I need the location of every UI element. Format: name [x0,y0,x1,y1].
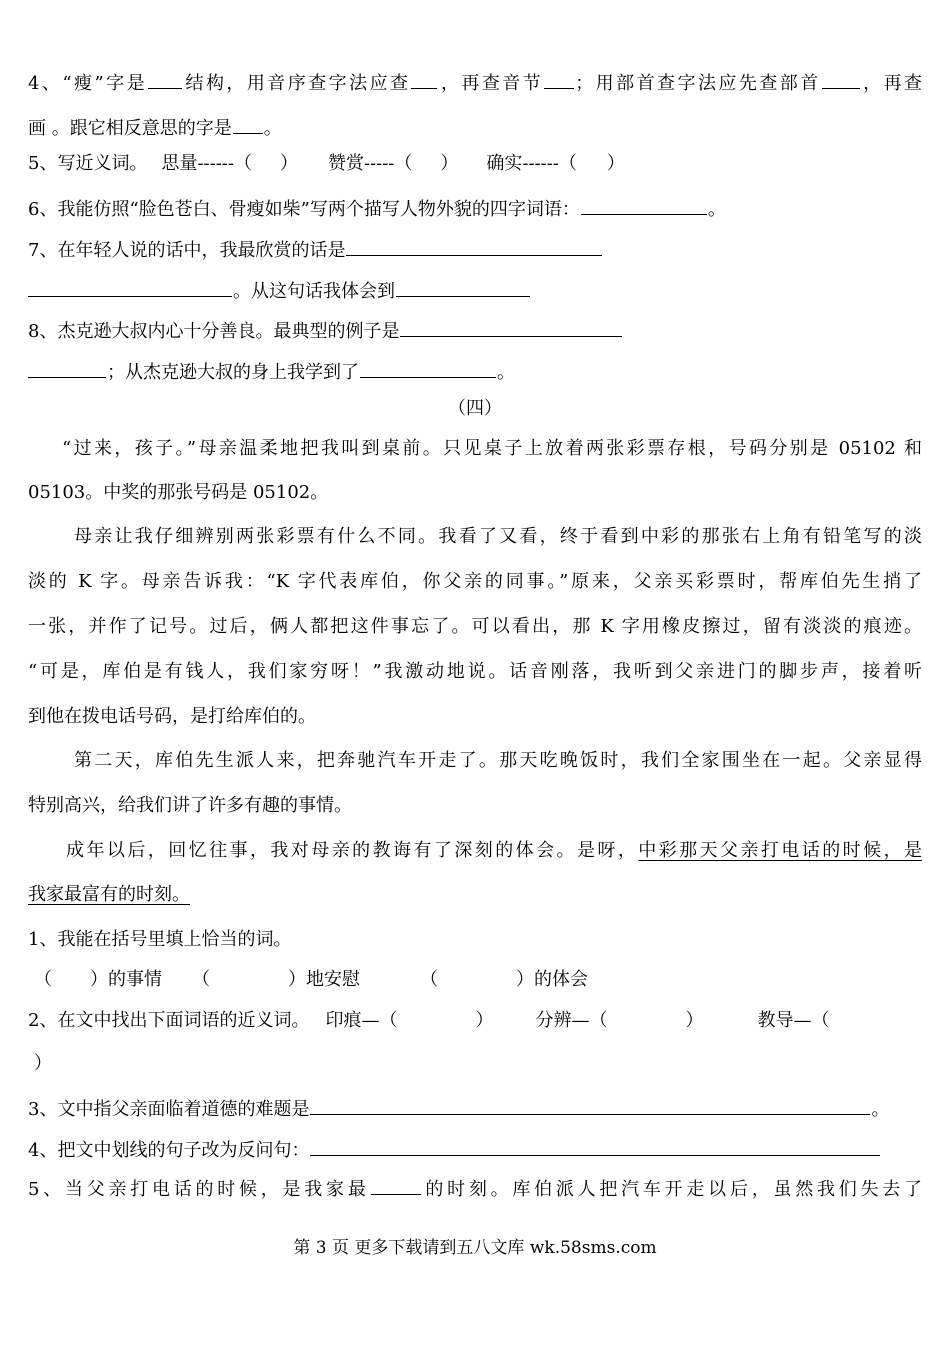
blank[interactable] [310,1094,870,1115]
passage-p3-line-1: 第二天，库伯先生派人来，把奔驰汽车开走了。那天吃晚饭时，我们全家围坐在一起。父亲显得 [74,750,922,771]
q4-text-g: 。 [263,118,282,139]
q5-close-3: ） [606,153,625,174]
passage-p1-line-2: 05103。中奖的那张号码是 05102。 [28,482,329,503]
section-title: （四） [448,398,502,419]
exercise-2 [28,1009,922,1033]
page-footer: 第 3 页 更多下载请到五八文库 wk.58sms.com [293,1238,657,1258]
blank[interactable] [310,1135,880,1156]
e1-item-b: 地安慰 [306,969,360,990]
e3-text: 3、文中指父亲面临着道德的难题是 [28,1099,310,1120]
q8-text-2: ；从杰克逊大叔的身上我学到了 [107,362,359,383]
underlined-sentence-part-2: 我家最富有的时刻。 [28,884,190,905]
blank[interactable] [233,113,263,134]
paren-open: （ [420,969,438,990]
exercise-1: 1、我能在括号里填上恰当的词。 [28,929,292,950]
passage-p2-line-1: 母亲让我仔细辨别两张彩票有什么不同。我看了又看，终于看到中彩的那张右上角有铅笔写的淡 [74,526,922,547]
q4-text-a: 4、“瘦”字是 [28,73,148,94]
blank[interactable] [400,316,622,337]
question-4-line-2 [28,113,922,141]
e2-word-1: 印痕—（ [325,1010,398,1031]
blank[interactable] [581,194,707,215]
underlined-sentence-part-1: 中彩那天父亲打电话的时候，是 [638,840,923,861]
blank[interactable] [822,68,860,89]
blank[interactable] [371,1174,421,1195]
question-8-line-1 [28,316,922,344]
p4-plain-text: 成年以后，回忆往事，我对母亲的教诲有了深刻的体会。是呀， [66,840,639,861]
paren-close: ） [475,1010,494,1031]
q5-word-3: 确实------（ [486,153,577,174]
e1-item-c: 的体会 [534,969,588,990]
q8-end: 。 [497,362,515,383]
q8-text: 8、杰克逊大叔内心十分善良。最典型的例子是 [28,321,400,342]
passage-p2-line-4: “可是，库伯是有钱人，我们家穷呀！”我激动地说。话音刚落，我听到父亲进门的脚步声，接着听 [28,661,922,682]
e5-text-a: 5、当父亲打电话的时候，是我家最 [28,1179,370,1200]
exercise-2-wrap: ） [34,1053,52,1074]
q5-close-1: ） [279,153,298,174]
q5-label: 5、写近义词。 [28,153,148,174]
blank[interactable] [28,357,106,378]
question-5 [28,152,922,176]
blank[interactable] [360,357,496,378]
paren-close: ） [685,1010,704,1031]
question-7-line-1 [28,235,922,263]
paren-close: ） [90,969,108,990]
paren-close: ） [288,969,306,990]
e2-word-3: 教导—（ [757,1010,830,1031]
q5-close-2: ） [440,153,459,174]
question-8-line-2 [28,357,922,385]
q6-text: 6、我能仿照“脸色苍白、骨瘦如柴”写两个描写人物外貌的四字词语： [28,199,580,220]
e2-label: 2、在文中找出下面词语的近义词。 [28,1010,310,1031]
e5-text-b: 的时刻。库伯派人把汽车开走以后，虽然我们失去了 [421,1179,923,1200]
exercise-3 [28,1094,922,1122]
blank[interactable] [544,68,574,89]
passage-p1-line-1: “过来，孩子。”母亲温柔地把我叫到桌前。只见桌子上放着两张彩票存根，号码分别是 05102 和 [62,438,922,459]
question-6 [28,194,922,222]
e4-text: 4、把文中划线的句子改为反问句： [28,1140,310,1161]
q4-text-f: 画 。跟它相反意思的字是 [28,118,232,139]
question-7-line-2 [28,276,922,304]
exercise-4 [28,1135,922,1163]
blank[interactable] [148,68,182,89]
passage-p2-line-2: 淡的 K 字。母亲告诉我：“K 字代表库伯，你父亲的同事。”原来，父亲买彩票时，帮库伯先生捎了 [28,571,922,592]
exercise-1-blanks [34,968,922,992]
passage-p2-line-5: 到他在拨电话号码，是打给库伯的。 [28,706,316,727]
exercise-5 [28,1174,922,1202]
e2-word-2: 分辨—（ [535,1010,608,1031]
q4-text-b: 结构，用音序查字法应查 [183,73,411,94]
passage-p4-line-1 [66,839,922,863]
blank[interactable] [411,68,437,89]
question-4-line-1 [28,68,922,96]
q6-end: 。 [707,199,726,220]
q4-text-e: ，再查 [860,73,923,94]
passage-p4-line-2 [28,883,922,907]
blank[interactable] [396,276,530,297]
paren-open: （ [34,969,52,990]
passage-p2-line-3: 一张，并作了记号。过后，俩人都把这件事忘了。可以看出，那 K 字用橡皮擦过，留有淡淡的痕迹。 [28,616,922,637]
blank[interactable] [346,235,602,256]
paren-open: （ [192,969,210,990]
passage-p3-line-2: 特别高兴，给我们讲了许多有趣的事情。 [28,795,352,816]
paren-close: ） [516,969,534,990]
e3-end: 。 [871,1099,890,1120]
q4-text-c: ，再查音节 [438,73,544,94]
e1-item-a: 的事情 [108,969,162,990]
q4-text-d: ；用部首查字法应先查部首 [575,73,821,94]
q7-text-2: 。从这句话我体会到 [233,281,395,302]
q5-word-1: 思量------（ [161,153,252,174]
blank[interactable] [28,276,232,297]
q5-word-2: 赞赏-----（ [327,153,413,174]
q7-text: 7、在年轻人说的话中，我最欣赏的话是 [28,240,346,261]
